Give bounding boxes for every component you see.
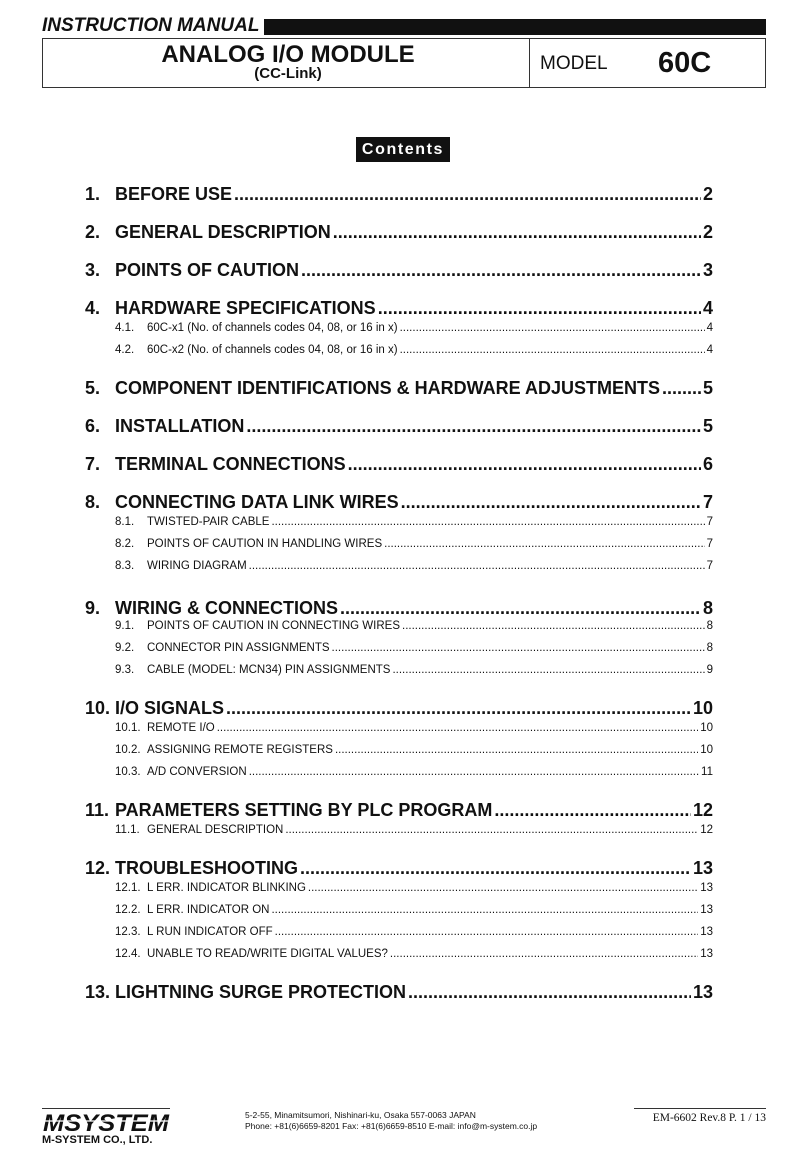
toc-subsection[interactable] bbox=[85, 881, 713, 895]
toc-page-number: 13 bbox=[700, 882, 713, 894]
toc-number: 12.4. bbox=[115, 948, 141, 960]
toc-title: UNABLE TO READ/WRITE DIGITAL VALUES? bbox=[147, 948, 388, 960]
toc-title: POINTS OF CAUTION bbox=[115, 260, 299, 280]
toc-leader-dots bbox=[400, 343, 705, 357]
document-reference: EM-6602 Rev.8 P. 1 / 13 bbox=[652, 1112, 766, 1124]
toc-page-number: 3 bbox=[702, 260, 713, 280]
toc-title: POINTS OF CAUTION IN CONNECTING WIRES bbox=[147, 620, 401, 632]
toc-page-number: 10 bbox=[700, 744, 713, 756]
toc-subsection[interactable] bbox=[85, 641, 713, 655]
toc-page-number: 9 bbox=[706, 664, 713, 676]
toc-title: TWISTED-PAIR CABLE bbox=[147, 516, 270, 528]
toc-leader-dots bbox=[400, 321, 705, 335]
product-subtitle: (CC-Link) bbox=[254, 65, 322, 82]
toc-page-number: 8 bbox=[702, 598, 713, 618]
toc-page-number: 12 bbox=[692, 800, 713, 820]
toc-subsection[interactable] bbox=[85, 721, 713, 735]
toc-title: GENERAL DESCRIPTION bbox=[147, 824, 284, 836]
toc-title: REMOTE I/O bbox=[147, 722, 215, 734]
model-label: MODEL bbox=[540, 53, 608, 74]
toc-page-number: 13 bbox=[700, 948, 713, 960]
toc-title: I/O SIGNALS bbox=[115, 698, 225, 718]
toc-number: 4. bbox=[85, 298, 101, 318]
toc-number: 12.1. bbox=[115, 882, 141, 894]
toc-leader-dots bbox=[285, 823, 698, 837]
contents-heading: Contents bbox=[356, 137, 450, 162]
toc-page-number: 8 bbox=[706, 620, 713, 632]
toc-number: 8. bbox=[85, 492, 101, 512]
toc-number: 6. bbox=[85, 416, 101, 436]
toc-subsection[interactable] bbox=[85, 903, 713, 917]
toc-leader-dots bbox=[226, 697, 691, 719]
toc-page-number: 4 bbox=[706, 322, 713, 334]
toc-page-number: 11 bbox=[701, 766, 713, 778]
toc-page-number: 4 bbox=[706, 344, 713, 356]
toc-section[interactable] bbox=[85, 259, 713, 281]
toc-page-number: 2 bbox=[702, 222, 713, 242]
toc-page-number: 5 bbox=[702, 416, 713, 436]
toc-title: TERMINAL CONNECTIONS bbox=[115, 454, 346, 474]
toc-number: 12.3. bbox=[115, 926, 141, 938]
toc-leader-dots bbox=[301, 259, 701, 281]
toc-number: 9.2. bbox=[115, 642, 135, 654]
toc-leader-dots bbox=[348, 453, 701, 475]
toc-leader-dots bbox=[408, 981, 691, 1003]
toc-leader-dots bbox=[275, 925, 699, 939]
toc-leader-dots bbox=[335, 743, 698, 757]
toc-page-number: 7 bbox=[706, 560, 713, 572]
msystem-logo bbox=[42, 1110, 172, 1136]
toc-number: 12. bbox=[85, 858, 111, 878]
toc-subsection[interactable] bbox=[85, 321, 713, 335]
toc-title: LIGHTNING SURGE PROTECTION bbox=[115, 982, 407, 1002]
toc-page-number: 13 bbox=[692, 982, 713, 1002]
toc-leader-dots bbox=[300, 857, 691, 879]
toc-leader-dots bbox=[217, 721, 698, 735]
toc-number: 10.1. bbox=[115, 722, 141, 734]
toc-title: COMPONENT IDENTIFICATIONS & HARDWARE ADJUSTMENTS bbox=[115, 378, 661, 398]
toc-title: L RUN INDICATOR OFF bbox=[147, 926, 273, 938]
toc-title: L ERR. INDICATOR ON bbox=[147, 904, 270, 916]
toc-section[interactable] bbox=[85, 597, 713, 619]
toc-leader-dots bbox=[249, 559, 705, 573]
toc-title: ASSIGNING REMOTE REGISTERS bbox=[147, 744, 333, 756]
toc-number: 13. bbox=[85, 982, 111, 1002]
toc-section[interactable] bbox=[85, 799, 713, 821]
toc-number: 11.1. bbox=[115, 824, 140, 836]
toc-title: CONNECTOR PIN ASSIGNMENTS bbox=[147, 642, 330, 654]
toc-leader-dots bbox=[246, 415, 701, 437]
toc-leader-dots bbox=[234, 183, 701, 205]
toc-leader-dots bbox=[384, 537, 704, 551]
manual-title: INSTRUCTION MANUAL bbox=[42, 15, 260, 36]
toc-title: POINTS OF CAUTION IN HANDLING WIRES bbox=[147, 538, 383, 550]
toc-subsection[interactable] bbox=[85, 515, 713, 529]
company-name: M-SYSTEM CO., LTD. bbox=[42, 1134, 153, 1146]
toc-page-number: 13 bbox=[692, 858, 713, 878]
company-address: 5-2-55, Minamitsumori, Nishinari-ku, Osaka 557-0063 JAPAN bbox=[245, 1110, 476, 1120]
toc-number: 11. bbox=[85, 800, 110, 820]
toc-page-number: 8 bbox=[706, 642, 713, 654]
toc-page-number: 7 bbox=[706, 538, 713, 550]
toc-section[interactable] bbox=[85, 221, 713, 243]
toc-page-number: 7 bbox=[702, 492, 713, 512]
toc-title: L ERR. INDICATOR BLINKING bbox=[147, 882, 306, 894]
toc-leader-dots bbox=[662, 377, 701, 399]
toc-leader-dots bbox=[340, 597, 701, 619]
logo-text: MSYSTEM bbox=[43, 1110, 171, 1136]
toc-number: 9.1. bbox=[115, 620, 135, 632]
toc-number: 5. bbox=[85, 378, 101, 398]
toc-page-number: 13 bbox=[700, 926, 713, 938]
toc-number: 10. bbox=[85, 698, 111, 718]
toc-title: CONNECTING DATA LINK WIRES bbox=[115, 492, 399, 512]
toc-page-number: 13 bbox=[700, 904, 713, 916]
toc-title: CABLE (MODEL: MCN34) PIN ASSIGNMENTS bbox=[147, 664, 391, 676]
toc-section[interactable] bbox=[85, 697, 713, 719]
toc-subsection[interactable] bbox=[85, 559, 713, 573]
toc-leader-dots bbox=[494, 799, 691, 821]
toc-number: 12.2. bbox=[115, 904, 141, 916]
toc-number: 9.3. bbox=[115, 664, 135, 676]
company-contact: Phone: +81(6)6659-8201 Fax: +81(6)6659-8510 E-mail: info@m-system.co.jp bbox=[245, 1121, 538, 1131]
toc-leader-dots bbox=[271, 515, 704, 529]
toc-leader-dots bbox=[308, 881, 698, 895]
toc-subsection[interactable] bbox=[85, 947, 713, 961]
toc-page-number: 10 bbox=[692, 698, 713, 718]
toc-title: 60C-x1 (No. of channels codes 04, 08, or 16 in x) bbox=[147, 322, 398, 334]
toc-section[interactable] bbox=[85, 415, 713, 437]
toc-subsection[interactable] bbox=[85, 619, 713, 633]
product-title: ANALOG I/O MODULE bbox=[161, 41, 415, 68]
toc-number: 4.2. bbox=[115, 344, 135, 356]
toc-leader-dots bbox=[332, 641, 705, 655]
toc-subsection[interactable] bbox=[85, 765, 713, 779]
toc-page-number: 4 bbox=[702, 298, 713, 318]
toc-number: 8.3. bbox=[115, 560, 135, 572]
toc-leader-dots bbox=[271, 903, 698, 917]
toc-leader-dots bbox=[390, 947, 698, 961]
toc-title: PARAMETERS SETTING BY PLC PROGRAM bbox=[115, 800, 493, 820]
toc-title: TROUBLESHOOTING bbox=[115, 858, 298, 878]
toc-section[interactable] bbox=[85, 491, 713, 513]
toc-page-number: 10 bbox=[700, 722, 713, 734]
toc-leader-dots bbox=[401, 491, 701, 513]
toc-leader-dots bbox=[378, 297, 701, 319]
toc-subsection[interactable] bbox=[85, 663, 713, 677]
toc-title: A/D CONVERSION bbox=[147, 766, 247, 778]
toc-leader-dots bbox=[402, 619, 705, 633]
toc-number: 8.2. bbox=[115, 538, 135, 550]
footer-rule-right bbox=[634, 1108, 766, 1109]
toc-subsection[interactable] bbox=[85, 823, 713, 837]
toc-number: 8.1. bbox=[115, 516, 135, 528]
toc-title: WIRING DIAGRAM bbox=[147, 560, 247, 572]
toc-leader-dots bbox=[333, 221, 701, 243]
toc-section[interactable] bbox=[85, 183, 713, 205]
toc-title: WIRING & CONNECTIONS bbox=[115, 598, 338, 618]
toc-number: 1. bbox=[85, 184, 101, 204]
toc-section[interactable] bbox=[85, 377, 713, 399]
toc-subsection[interactable] bbox=[85, 537, 713, 551]
toc-section[interactable] bbox=[85, 453, 713, 475]
toc-title: INSTALLATION bbox=[115, 416, 245, 436]
toc-section[interactable] bbox=[85, 297, 713, 319]
toc-page-number: 2 bbox=[702, 184, 713, 204]
toc-number: 3. bbox=[85, 260, 101, 280]
toc-leader-dots bbox=[392, 663, 704, 677]
toc-number: 4.1. bbox=[115, 322, 135, 334]
toc-title: BEFORE USE bbox=[115, 184, 233, 204]
toc-page-number: 5 bbox=[702, 378, 713, 398]
toc-subsection[interactable] bbox=[85, 925, 713, 939]
toc-subsection[interactable] bbox=[85, 343, 713, 357]
toc-leader-dots bbox=[249, 765, 699, 779]
toc-title: 60C-x2 (No. of channels codes 04, 08, or 16 in x) bbox=[147, 344, 398, 356]
model-number: 60C bbox=[658, 47, 712, 79]
toc-page-number: 6 bbox=[702, 454, 713, 474]
toc-section[interactable] bbox=[85, 981, 713, 1003]
toc-number: 9. bbox=[85, 598, 101, 618]
toc-title: HARDWARE SPECIFICATIONS bbox=[115, 298, 376, 318]
toc-subsection[interactable] bbox=[85, 743, 713, 757]
toc-page-number: 12 bbox=[700, 824, 713, 836]
toc-page-number: 7 bbox=[706, 516, 713, 528]
toc-title: GENERAL DESCRIPTION bbox=[115, 222, 331, 242]
toc-section[interactable] bbox=[85, 857, 713, 879]
footer-rule-left bbox=[42, 1108, 170, 1109]
toc-number: 10.3. bbox=[115, 766, 141, 778]
toc-number: 10.2. bbox=[115, 744, 141, 756]
toc-number: 2. bbox=[85, 222, 101, 242]
toc-number: 7. bbox=[85, 454, 101, 474]
